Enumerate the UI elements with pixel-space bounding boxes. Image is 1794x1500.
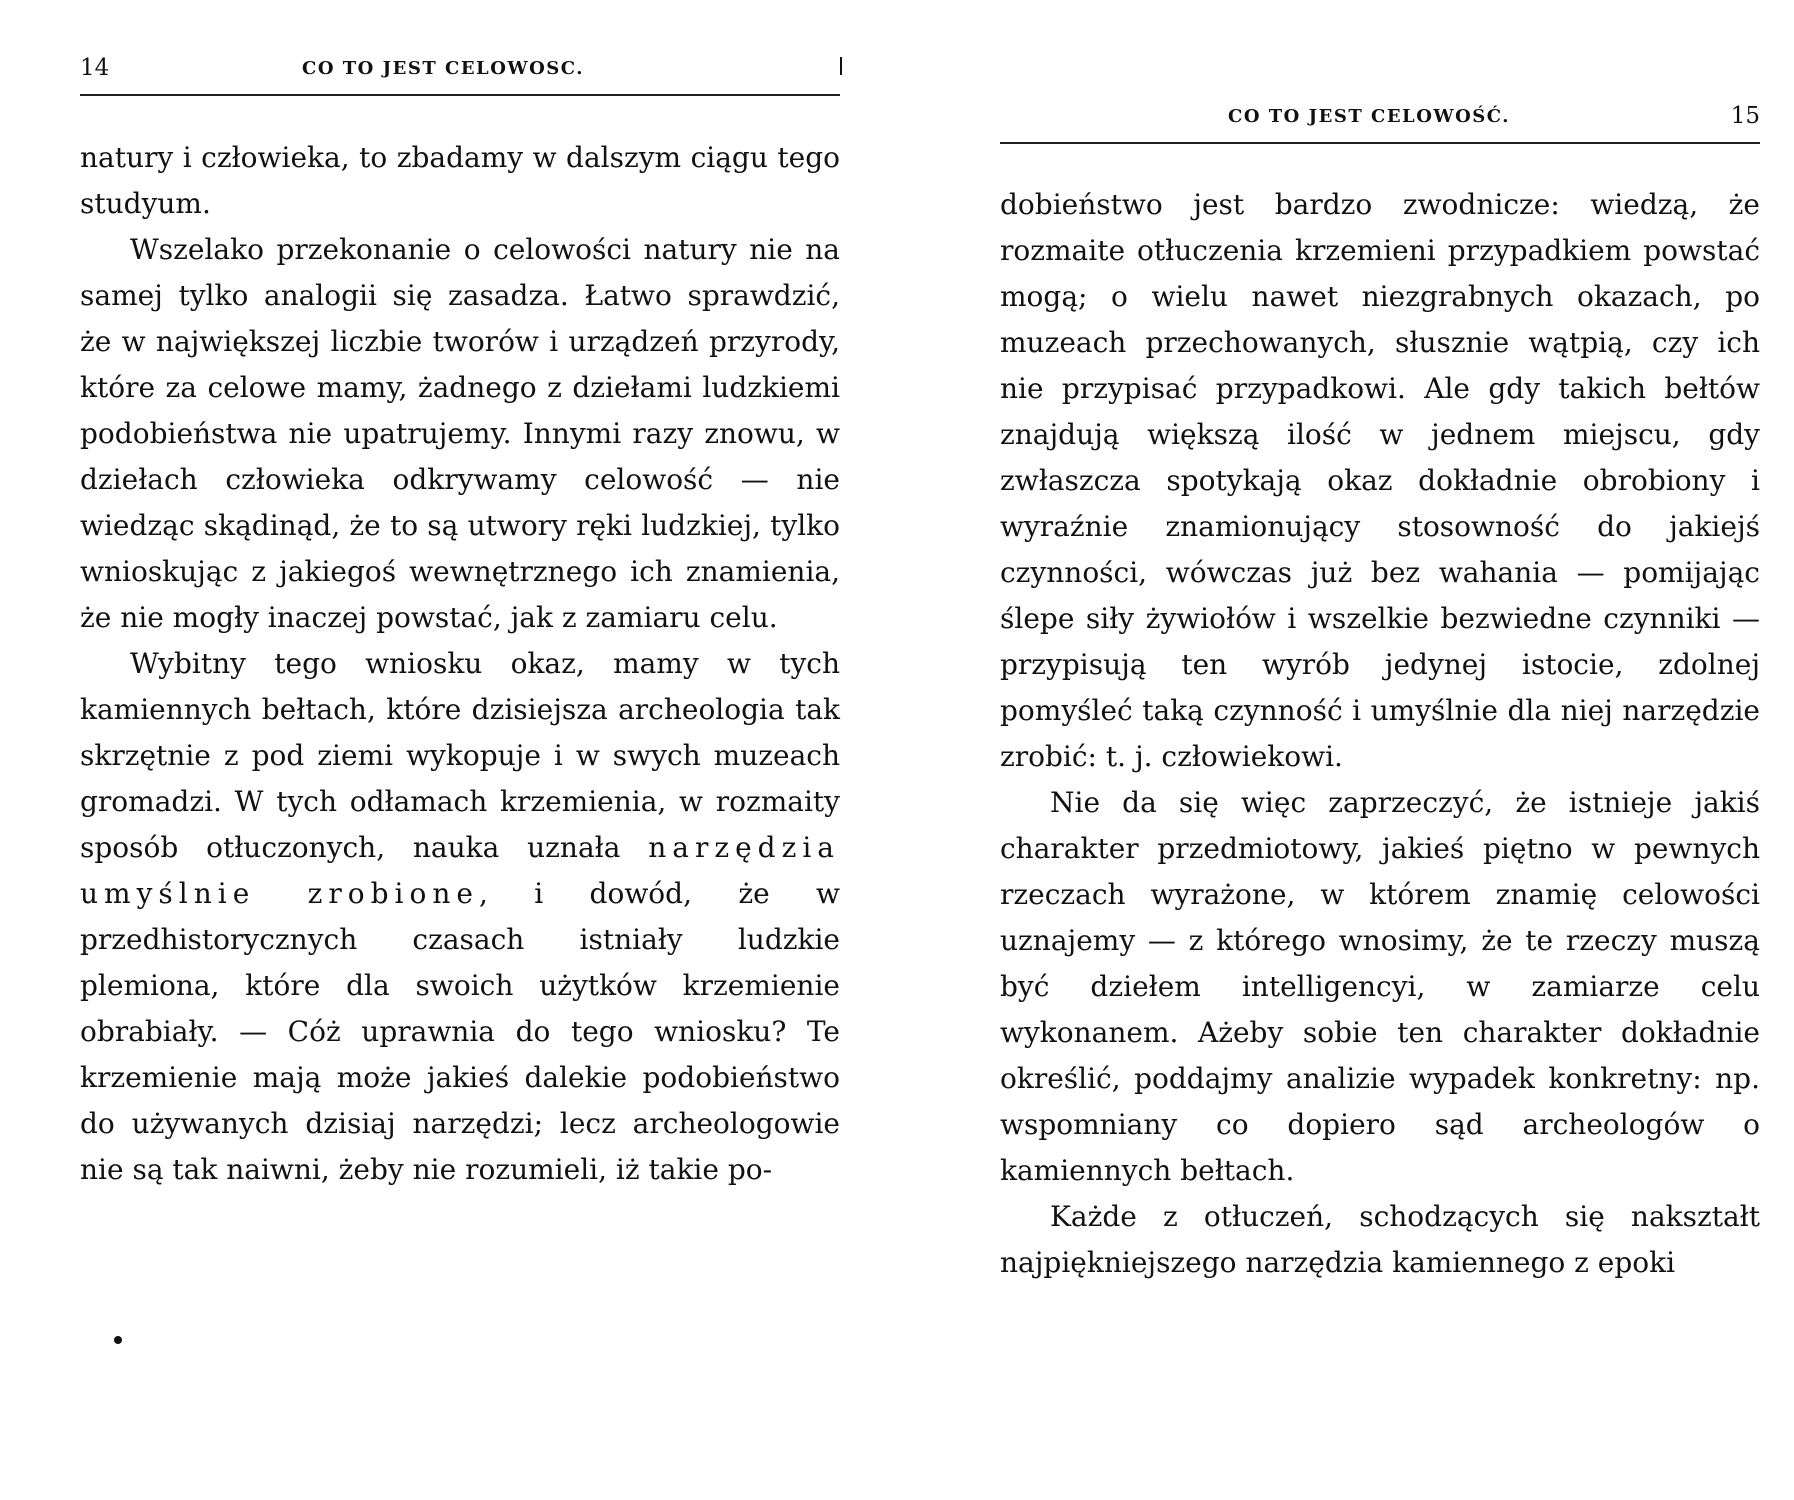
right-header-rule	[1000, 142, 1760, 144]
left-paragraph-3-part-2: , i dowód, że w przedhistorycznych czasach istniały ludzkie plemiona, które dla swoich użytków krzemienie obrabiały. — Cóż uprawnia do tego wniosku? Te krzemienie mają może jakieś dalekie podobieństwo do używanych dzisiaj narzędzi; lecz archeologowie nie są tak naiwni, żeby nie rozumieli, iż takie po-	[80, 877, 840, 1186]
left-paragraph-3	[80, 641, 840, 1193]
left-paragraph-3-part-1: Wybitny tego wniosku okaz, mamy w tych kamiennych bełtach, które dzisiejsza archeologia tak skrzętnie z pod ziemi wykopuje i w swych muzeach gromadzi. W tych odłamach krzemienia, w rozmaity sposób otłuczonych, nauka uznała	[80, 647, 840, 864]
right-running-title: CO TO JEST CELOWOŚĆ.	[1228, 106, 1511, 127]
right-paragraph-2: Nie da się więc zaprzeczyć, że istnieje jakiś charakter przedmiotowy, jakieś piętno w pewnych rzeczach wyrażone, w którem znamię celowości uznajemy — z którego wnosimy, że te rzeczy muszą być dziełem intelligencyi, w zamiarze celu wykonanem. Ażeby sobie ten charakter dokładnie określić, poddajmy analizie wypadek konkretny: np. wspomniany co dopiero sąd archeologów o kamiennych bełtach.	[1000, 786, 1760, 1187]
left-header-rule	[80, 94, 840, 96]
left-page-body	[80, 135, 840, 1193]
right-page-number: 15	[1730, 103, 1760, 129]
right-page-body	[1000, 182, 1760, 1286]
right-page-header	[1000, 103, 1760, 133]
right-paragraph-3: Każde z otłuczeń, schodzących się nakształt najpiękniejszego narzędzia kamiennego z epoki	[1000, 1200, 1760, 1279]
emphasized-phrase: narzędzia umyślnie zrobione	[80, 831, 840, 910]
stray-print-mark	[840, 57, 842, 75]
left-page-header	[80, 55, 840, 85]
left-running-title: CO TO JEST CELOWOSC.	[302, 58, 585, 79]
left-paragraph-1: natury i człowieka, to zbadamy w dalszym ciągu tego studyum.	[80, 141, 840, 220]
left-paragraph-2: Wszelako przekonanie o celowości natury nie na samej tylko analogii się zasadza. Łatwo sprawdzić, że w największej liczbie tworów i urządzeń przyrody, które za celowe mamy, żadnego z dziełami ludzkiemi podobieństwa nie upatrujemy. Innymi razy znowu, w dziełach człowieka odkrywamy celowość — nie wiedząc skądinąd, że to są utwory ręki ludzkiej, tylko wnioskując z jakiegoś wewnętrznego ich znamienia, że nie mogły inaczej powstać, jak z zamiaru celu.	[80, 233, 840, 634]
left-page-number: 14	[80, 55, 110, 81]
right-paragraph-1: dobieństwo jest bardzo zwodnicze: wiedzą, że rozmaite otłuczenia krzemieni przypadkiem powstać mogą; o wielu nawet niezgrabnych okazach, po muzeach przechowanych, słusznie wątpią, czy ich nie przypisać przypadkowi. Ale gdy takich bełtów znajdują większą ilość w jednem miejscu, gdy zwłaszcza spotykają okaz dokładnie obrobiony i wyraźnie znamionujący stosowność do jakiejś czynności, wówczas już bez wahania — pomijając ślepe siły żywiołów i wszelkie bezwiedne czynniki — przypisują ten wyrób jedynej istocie, zdolnej pomyśleć taką czynność i umyślnie dla niej narzędzie zrobić: t. j. człowiekowi.	[1000, 188, 1760, 773]
stray-dot-mark	[114, 1336, 122, 1344]
